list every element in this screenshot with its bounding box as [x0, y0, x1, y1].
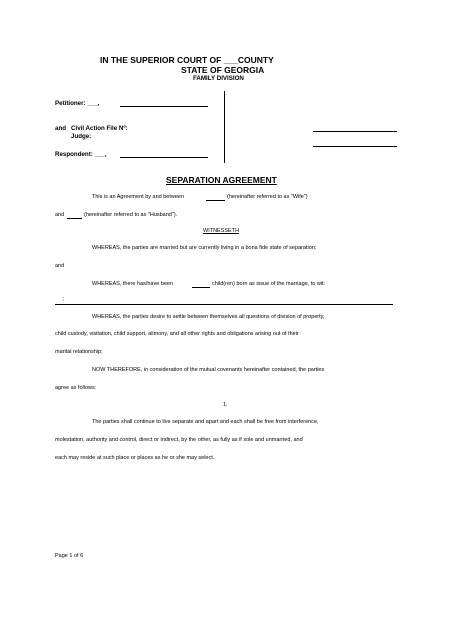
now-therefore-line2: agree as follows:: [55, 385, 97, 391]
intro-husband: (hereinafter referred to as "Husband").: [84, 212, 178, 218]
children-count-line: [192, 287, 210, 288]
civil-action-label: Civil Action File Nº:: [71, 125, 128, 132]
whereas-2-rest: child(ren) born as issue of the marriage, to wit:: [212, 281, 326, 287]
and-label: and: [55, 125, 67, 132]
section1-line1: The parties shall continue to live separate and apart and each shall be free from interference,: [92, 419, 319, 425]
wife-name-line: [206, 200, 225, 201]
section-number: 1.: [223, 402, 228, 408]
petitioner-label: Petitioner: ___,: [55, 100, 100, 107]
court-heading: IN THE SUPERIOR COURT OF ___COUNTY: [100, 55, 274, 65]
and-connector: and: [55, 263, 65, 269]
whereas-3-line3: marital relationship;: [55, 349, 103, 355]
page-number-footer: Page 1 of 6: [55, 553, 84, 559]
division-heading: FAMILY DIVISION: [193, 75, 244, 82]
civil-action-number-line: [313, 131, 397, 132]
intro-line1: This is an Agreement by and between: [92, 194, 185, 200]
husband-name-line: [67, 218, 82, 219]
children-names-line: [55, 304, 393, 305]
respondent-underline: [120, 157, 208, 158]
section1-line2: molestation, authority and control, direct or indirect, by the other, as fully as if sole and unmarried, and: [55, 437, 303, 443]
document-title: SEPARATION AGREEMENT: [166, 175, 277, 185]
intro-and: and: [55, 212, 65, 218]
children-semicolon: ;: [63, 296, 65, 302]
whereas-2: WHEREAS, there has/have been: [92, 281, 174, 287]
whereas-3-line1: WHEREAS, the parties desire to settle between themselves all questions of division of property,: [92, 314, 325, 320]
respondent-label: Respondent: ___,: [55, 151, 107, 158]
now-therefore-line1: [92, 368, 324, 374]
whereas-1: WHEREAS, the parties are married but are currently living in a bona fide state of separation;: [92, 245, 317, 251]
section1-line3: each may reside at such place or places as he or she may select.: [55, 455, 215, 461]
whereas-3-line2: child custody, visitation, child support, alimony, and all other rights and obligations arising out of their: [55, 331, 299, 337]
now-therefore-lead: NOW THEREFORE: [92, 367, 141, 373]
state-heading: STATE OF GEORGIA: [181, 65, 265, 75]
judge-name-line: [313, 146, 397, 147]
caption-divider: [224, 91, 225, 163]
petitioner-underline: [120, 106, 208, 107]
judge-label: Judge:: [71, 133, 92, 140]
intro-wife: (hereinafter referred to as "Wife"): [227, 194, 308, 200]
witnesseth-heading: WITNESSETH: [203, 228, 240, 234]
now-therefore-text: , in consideration of the mutual covenants hereinafter contained, the parties: [140, 367, 325, 373]
